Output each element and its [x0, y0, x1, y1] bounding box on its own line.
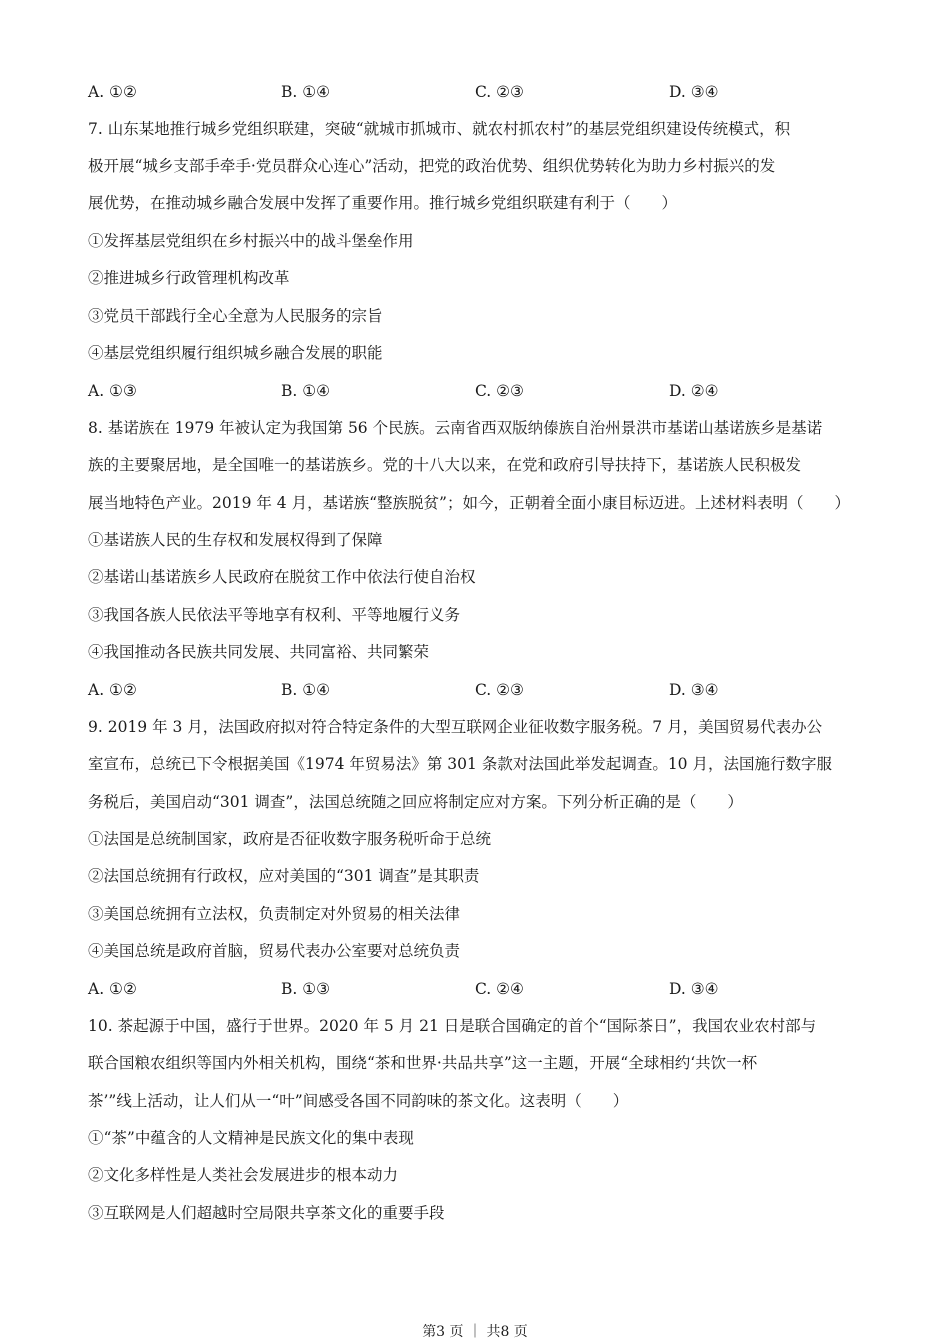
q7-option-b: B. ①④	[281, 382, 331, 400]
q8-statement: ④我国推动各民族共同发展、共同富裕、共同繁荣	[88, 643, 430, 661]
q8-statement: ①基诺族人民的生存权和发展权得到了保障	[88, 531, 383, 549]
q7-stem-line: 展优势，在推动城乡融合发展中发挥了重要作用。推行城乡党组织联建有利于（ ）	[88, 194, 678, 212]
q9-option-c: C. ②④	[475, 980, 524, 998]
page-footer: 第3 页 ｜ 共8 页	[422, 1324, 528, 1340]
q9-stem-line: 室宣布，总统已下令根据美国《1974 年贸易法》第 301 条款对法国此举发起调查。10 月，法国施行数字服	[88, 755, 832, 773]
q7-stem-line: 7. 山东某地推行城乡党组织联建，突破“就城市抓城市、就农村抓农村”的基层党组织建设传统模式，积	[88, 120, 791, 138]
q8-statement: ③我国各族人民依法平等地享有权利、平等地履行义务	[88, 606, 461, 624]
q7-option-c: C. ②③	[475, 382, 524, 400]
q7-stem-line: 极开展“城乡支部手牵手·党员群众心连心”活动，把党的政治优势、组织优势转化为助力乡村振兴的发	[88, 157, 776, 175]
q8-option-a: A. ①②	[88, 681, 137, 699]
q9-options	[88, 979, 868, 999]
q9-option-d: D. ③④	[669, 980, 719, 998]
q7-option-a: A. ①③	[88, 382, 137, 400]
q9-option-a: A. ①②	[88, 980, 137, 998]
q6-options	[88, 82, 868, 102]
q8-stem-line: 展当地特色产业。2019 年 4 月，基诺族“整族脱贫”；如今，正朝着全面小康目标迈进。上述材料表明（ ）	[88, 494, 850, 512]
q7-statement: ④基层党组织履行组织城乡融合发展的职能	[88, 344, 383, 362]
q8-options	[88, 680, 868, 700]
q10-stem-line: 茶’”线上活动，让人们从一“叶”间感受各国不同韵味的茶文化。这表明（ ）	[88, 1092, 629, 1110]
q10-stem-line: 联合国粮农组织等国内外相关机构，围绕“茶和世界·共品共享”这一主题，开展“全球相约‘共饮一杯	[88, 1054, 758, 1072]
q8-stem-line: 族的主要聚居地，是全国唯一的基诺族乡。党的十八大以来，在党和政府引导扶持下，基诺族人民积极发	[88, 456, 802, 474]
q9-stem-line: 9. 2019 年 3 月，法国政府拟对符合特定条件的大型互联网企业征收数字服务税。7 月，美国贸易代表办公	[88, 718, 823, 736]
q7-statement: ①发挥基层党组织在乡村振兴中的战斗堡垒作用	[88, 232, 414, 250]
q8-option-d: D. ③④	[669, 681, 719, 699]
q10-statement: ①“茶”中蕴含的人文精神是民族文化的集中表现	[88, 1129, 414, 1147]
q9-statement: ④美国总统是政府首脑，贸易代表办公室要对总统负责	[88, 942, 461, 960]
q6-option-a: A. ①②	[88, 83, 137, 101]
q8-option-c: C. ②③	[475, 681, 524, 699]
q6-option-b: B. ①④	[281, 83, 331, 101]
q9-statement: ②法国总统拥有行政权，应对美国的“301 调查”是其职责	[88, 867, 480, 885]
q10-statement: ③互联网是人们超越时空局限共享茶文化的重要手段	[88, 1204, 445, 1222]
q9-stem-line: 务税后，美国启动“301 调查”，法国总统随之回应将制定应对方案。下列分析正确的是（ ）	[88, 793, 743, 811]
q8-stem-line: 8. 基诺族在 1979 年被认定为我国第 56 个民族。云南省西双版纳傣族自治州景洪市基诺山基诺族乡是基诺	[88, 419, 823, 437]
q10-stem-line: 10. 茶起源于中国，盛行于世界。2020 年 5 月 21 日是联合国确定的首个“国际茶日”，我国农业农村部与	[88, 1017, 817, 1035]
q8-statement: ②基诺山基诺族乡人民政府在脱贫工作中依法行使自治权	[88, 568, 476, 586]
q7-statement: ②推进城乡行政管理机构改革	[88, 269, 290, 287]
q10-statement: ②文化多样性是人类社会发展进步的根本动力	[88, 1166, 399, 1184]
q7-options	[88, 381, 868, 401]
q7-option-d: D. ②④	[669, 382, 719, 400]
q9-option-b: B. ①③	[281, 980, 331, 998]
q9-statement: ①法国是总统制国家，政府是否征收数字服务税听命于总统	[88, 830, 492, 848]
q7-statement: ③党员干部践行全心全意为人民服务的宗旨	[88, 307, 383, 325]
q6-option-c: C. ②③	[475, 83, 524, 101]
q9-statement: ③美国总统拥有立法权，负责制定对外贸易的相关法律	[88, 905, 461, 923]
q6-option-d: D. ③④	[669, 83, 719, 101]
q8-option-b: B. ①④	[281, 681, 331, 699]
